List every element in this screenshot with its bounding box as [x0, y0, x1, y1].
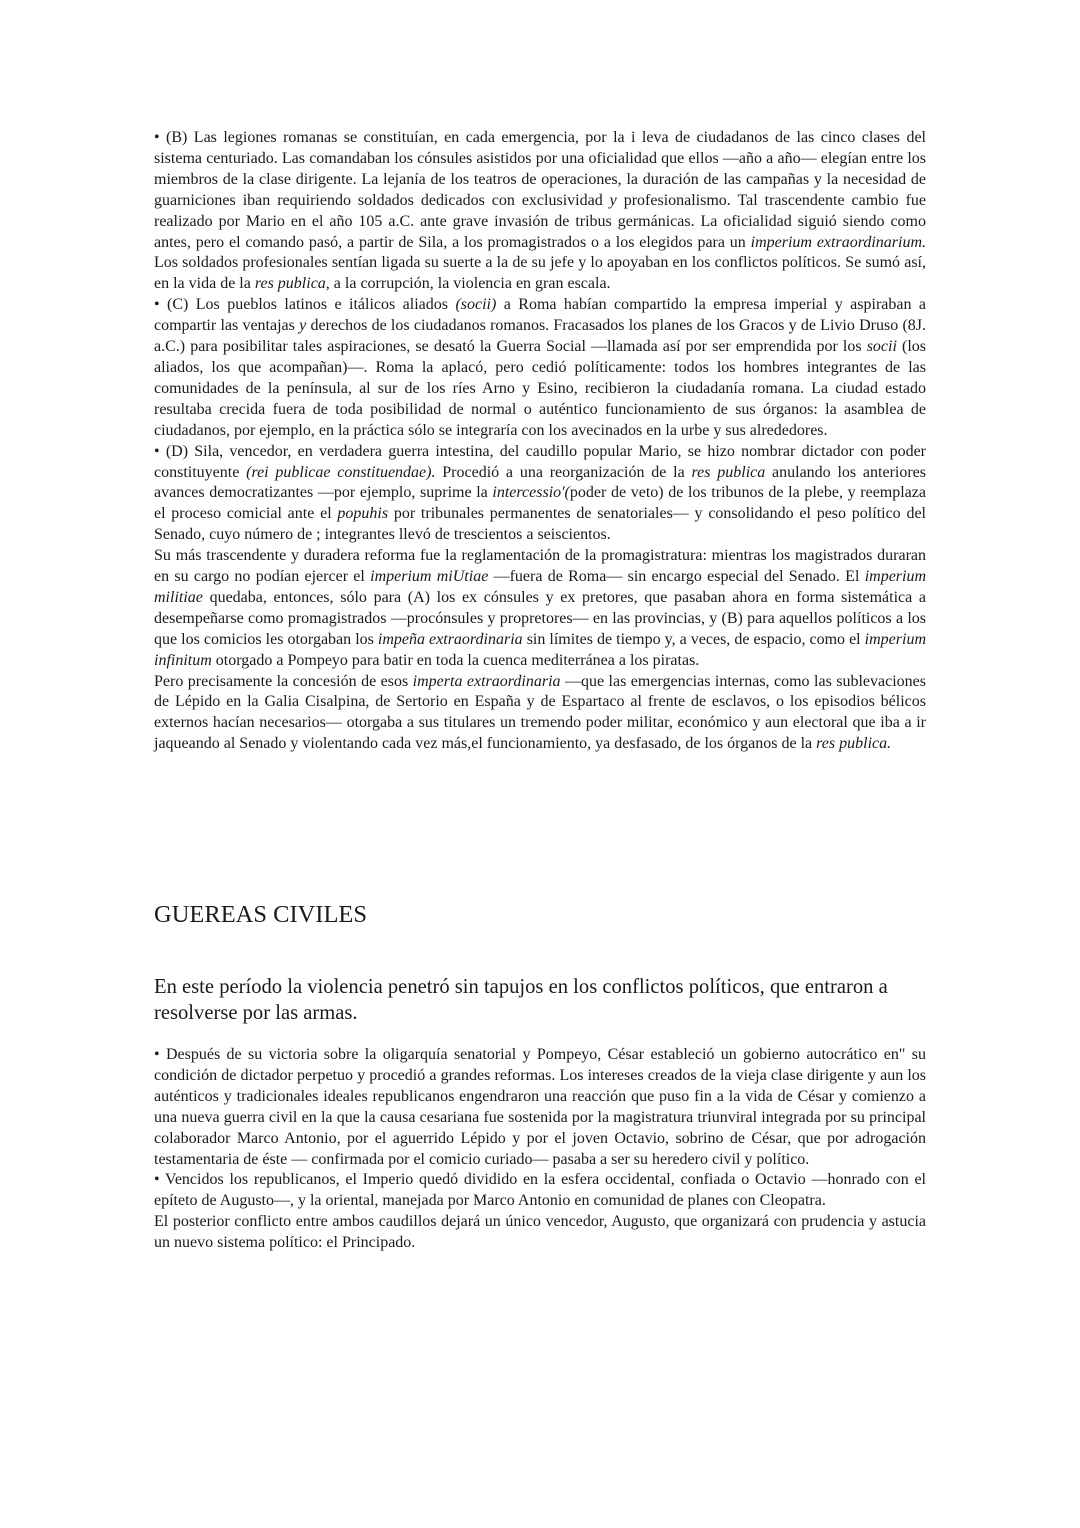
italic-term: (socii)	[455, 296, 497, 314]
text-run: • Después de su victoria sobre la oligarquía senatorial y Pompeyo, César estableció un gobierno autocrático en" su condición de dictador perpetuo y procedió a grandes reformas. Los intereses creados de la vieja clase dirigente y aun los auténticos y tradicionales ideales republicanos engendraron una reacción que puso fin a la vida de César y comienzo a una nueva guerra civil en la que la causa cesariana fue sostenida por la magistratura triunviral integrada por su principal colaborador Marco Antonio, por el aguerrido Lépido y por el joven Octavio, sobrino de César, que por adrogación testamentaria de éste — confirmada por el comicio curiado— pasaba a ser su heredero civil y político.	[154, 1046, 926, 1168]
italic-term: impeña extraordinaria	[377, 630, 523, 648]
paragraph-sila	[154, 442, 926, 547]
text-run: quedaba, entonces, sólo para (A) los ex cónsules y ex pretores, que pasaban ahora en forma sistemática a desempeñarse como promagistrados —procónsules y propretores— en las provincias, y (B) para aquellos políticos a los que los comicios les otorgaban los	[154, 588, 926, 648]
text-run: Su más trascendente y duradera reforma fue la reglamentación de la promagistratura: mientras los magistrados duraran en su cargo no podían ejercer el	[154, 547, 926, 586]
italic-term: y	[299, 317, 307, 335]
text-run: Pero precisamente la concesión de esos	[154, 672, 413, 690]
text-run: —fuera de Roma— sin encargo especial del Senado. El	[488, 568, 865, 586]
italic-term: socii	[866, 338, 897, 356]
italic-term: imperta extraordinaria	[412, 672, 561, 690]
italic-term: y	[609, 191, 617, 209]
italic-term: imperium militiae	[154, 568, 927, 606]
italic-term: imperium miUtiae	[370, 568, 489, 586]
text-run: otorgado a Pompeyo para batir en toda la cuenca mediterránea a los piratas.	[211, 651, 700, 669]
text-run: a Roma habían compartido la empresa imperial y aspiraban a compartir las ventajas	[154, 296, 927, 335]
italic-term: imperium extraordinarium.	[750, 233, 926, 251]
text-run: Los soldados profesionales sentían ligada su suerte a la de su jefe y lo apoyaban en los conflictos políticos. Se sumó así, en la vida de la	[154, 254, 926, 293]
section-heading: GUEREAS CIVILES	[154, 901, 368, 928]
paragraph-principado	[154, 1212, 926, 1254]
paragraph-cesar	[154, 1045, 926, 1170]
text-run: (los aliados, los que acompañan)—. Roma la aplacó, pero cedió políticamente: todos los hombres integrantes de las comunidades de la península, al sur de los ríes Arno y Esino, recibieron la ciudadanía romana. La ciudad estado resultaba crecida fuera de toda posibilidad de normal o auténtico funcionamiento de sus órganos: la asamblea de ciudadanos, por ejemplo, en la práctica sólo se integraría con los avecinados en la urbe y sus alrededores.	[154, 338, 927, 439]
text-run: • (D) Sila, vencedor, en verdadera guerra intestina, del caudillo popular Mario, se hizo nombrar dictador con poder constituyente	[154, 442, 926, 481]
text-run: profesionalismo. Tal trascendente cambio fue realizado por Mario en el año 105 a.C. ante grave invasión de tribus germánicas. La oficialidad siguió siendo como antes, pero el comando pasó, a partir de Sila, a los promagistrados o a los elegidos para un	[154, 191, 927, 251]
text-run: anulando los anteriores avances democratizantes —por ejemplo, suprime la	[154, 463, 927, 502]
paragraph-promagistratura	[154, 546, 926, 671]
italic-term: popuhis	[337, 505, 389, 523]
text-run: sin límites de tiempo y, a veces, de espacio, como el	[522, 630, 865, 648]
body-text-bottom	[154, 1045, 926, 1254]
text-run: derechos de los ciudadanos romanos. Fracasados los planes de los Gracos y de Livio Druso (8J. a.C.) para posibilitar tales aspiraciones, se desató la Guerra Social —llamada así por ser emprendida por los	[154, 317, 927, 356]
text-run: —que las emergencias internas, como las sublevaciones de Lépido en la Galia Cisalpina, de Sertorio en España y de Espartaco al frente de esclavos, o los episodios bélicos externos hacían necesarios— otorgaba a sus titulares un tremendo poder militar, económico y aun electoral que iba a ir jaqueando al Senado y violentando cada vez más,el funcionamiento, ya desfasado, de los órganos de la	[154, 672, 927, 753]
paragraph-legiones	[154, 128, 926, 295]
section-intro: En este período la violencia penetró sin tapujos en los conflictos políticos, que entraron a resolverse por las armas.	[154, 976, 888, 1024]
paragraph-pueblos-latinos	[154, 295, 926, 441]
italic-term: res publica.	[816, 735, 892, 753]
body-text-top	[154, 128, 926, 755]
text-run: a la corrupción, la violencia en gran escala.	[329, 275, 611, 293]
italic-term: imperium infinitum	[154, 630, 926, 669]
italic-term: intercessio'(	[492, 484, 570, 502]
text-run: El posterior conflicto entre ambos caudillos dejará un único vencedor, Augusto, que organizará con prudencia y astucia un nuevo sistema político: el Principado.	[154, 1213, 926, 1252]
paragraph-imperia-extraordinaria	[154, 672, 926, 756]
italic-term: res publica	[691, 463, 766, 481]
text-run: • (B) Las legiones romanas se constituían, en cada emergencia, por la i leva de ciudadanos de las cinco clases del sistema centuriado. Las comandaban los cónsules asistidos por una oficialidad que ellos —año a año— elegían entre los miembros de la clase dirigente. La lejanía de los teatros de operaciones, la duración de las campañas y la necesidad de guarniciones iban requiriendo soldados dedicados con exclusividad	[154, 129, 926, 209]
text-run: Procedió a una reorganización de la	[435, 463, 692, 481]
text-run: • (C) Los pueblos latinos e itálicos aliados	[154, 296, 456, 314]
text-run: poder de veto) de los tribunos de la plebe, y reemplaza el proceso comicial ante el	[154, 484, 926, 523]
paragraph-imperio-dividido	[154, 1170, 926, 1212]
italic-term: res publica,	[254, 275, 330, 293]
text-run: • Vencidos los republicanos, el Imperio quedó dividido en la esfera occidental, confiada o Octavio —honrado con el epíteto de Augusto—, y la oriental, manejada por Marco Antonio en comunidad de planes con Cleopatra.	[154, 1171, 926, 1210]
text-run: por tribunales permanentes de senatoriales— y consolidando el peso político del Senado, cuyo número de ; integrantes llevó de trescientos a seiscientos.	[154, 505, 926, 544]
italic-term: (rei publicae constituendae).	[246, 463, 436, 481]
